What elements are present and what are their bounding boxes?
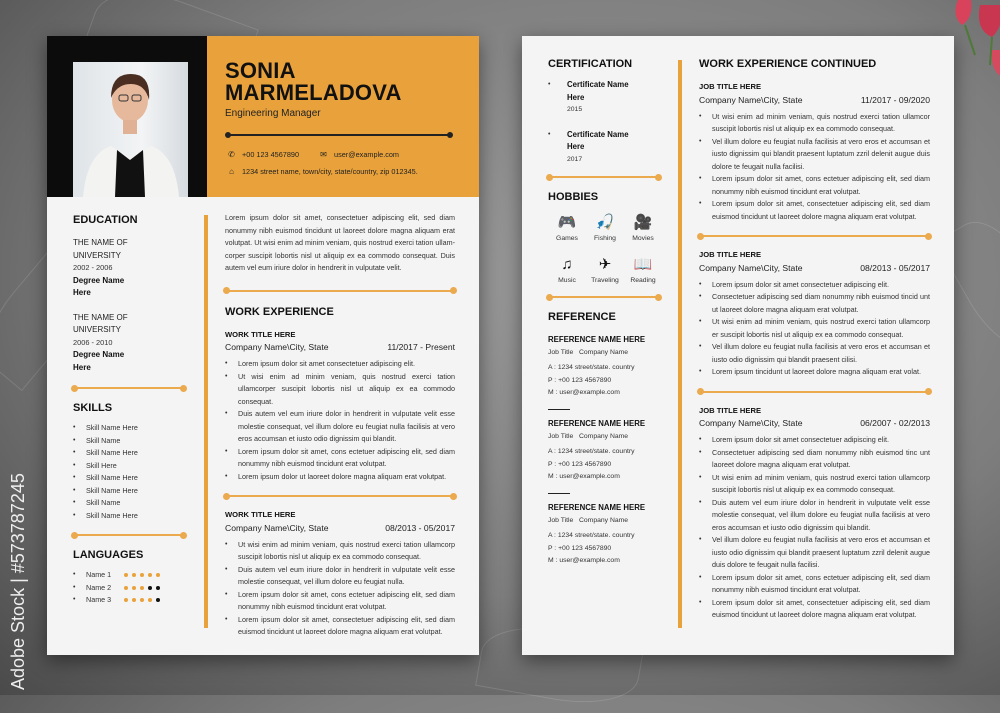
reference-name: REFERENCE NAME HERE: [548, 503, 646, 512]
reference-job: Job Title Company Name: [548, 516, 629, 524]
reference-entry: [548, 334, 663, 410]
job-bullet: • Lorem ipsum dolor sit amet, consectetuer adipiscing elit, sed diam euismod tincidunt ut laoreet dolore magna aliquam erat volutpat.: [699, 597, 930, 622]
job-bullet: • Ut wisi enim ad minim veniam, quis nostrud exerci tation ullamcorper suscipit lobortis nisl ut aliquip ex ea commodo consequat.: [225, 371, 455, 409]
job-bullet: • Consectetuer adipiscing sed diam nonummy nibh euismod tincid unt ut laoreet dolore magna aliquam erat volutpat.: [699, 291, 930, 316]
job-company: Company Name\City, State: [699, 262, 803, 273]
languages-heading: LANGUAGES: [73, 549, 144, 561]
skills-heading: SKILLS: [73, 402, 113, 414]
candidate-job-title: Engineering Manager: [225, 108, 321, 119]
resume-page-1: [47, 36, 479, 655]
reference-entry: [548, 418, 663, 494]
gamepad-icon: 🎮: [557, 214, 577, 231]
job-meta-row: [225, 341, 455, 354]
job-bullet: • Vel illum dolore eu feugiat nulla facilisis at vero eros et accumsan et iusto dignissim qui blandit praesent luptatum zzril delenit augue duis dolore te feugait nulla facilisi.: [699, 136, 930, 174]
hobby-item: [624, 214, 662, 242]
language-level-dots: [124, 573, 160, 577]
sidebar: [73, 213, 188, 607]
languages-list: [73, 569, 188, 607]
section-divider: [73, 534, 185, 536]
job-bullet: • Lorem ipsum dolor sit amet, cons ectetuer adipiscing elit, sed diam nonummy nibh euismod tincidunt erat volutpat.: [225, 446, 455, 471]
job-dates: 08/2013 - 05/2017: [860, 262, 930, 273]
reference-address: A : 1234 street/state. country: [548, 448, 635, 455]
airplane-icon: ✈: [598, 256, 612, 273]
job-title: JOB TITLE HERE: [699, 405, 762, 415]
reference-separator: [548, 493, 570, 495]
column-accent-bar: [678, 60, 682, 628]
fishing-icon: 🎣: [595, 214, 615, 231]
job-entry: [699, 81, 930, 223]
section-divider: [548, 296, 660, 298]
job-bullet: • Lorem ipsum dolor sit amet, consectetuer adipiscing elit, sed diam euismod tincidunt ut laoreet dolore magna aliquam erat volutpat.: [225, 614, 455, 639]
job-bullet: • Ut wisi enim ad minim veniam, quis nostrud exerci tation ullamcorp suscipit lobortis nisl ut aliquip ex ea commodo consequat.: [225, 539, 455, 564]
job-entry: [225, 509, 455, 639]
job-meta-row: [699, 417, 930, 430]
language-item: [73, 569, 188, 582]
job-bullet: • Vel illum dolore eu feugiat nulla facilisis at vero eros et accumsan et iusto odio dignissim qui blandit praesent cilisi.: [699, 341, 930, 366]
level-dot: [124, 573, 128, 577]
reference-email: M : user@example.com: [548, 389, 620, 396]
hobbies-grid: [548, 214, 662, 284]
skill-item: • Skill Name Here: [73, 422, 188, 435]
job-bullet: • Lorem ipsum dolor ut laoreet dolore magna aliquam erat volutpat.: [225, 471, 455, 484]
section-divider: [548, 176, 660, 178]
profile-summary: Lorem ipsum dolor sit amet, consectetuer adipiscing elit, sed diam nonummy nibh euismod tincidunt ut laoreet dolore magna aliquam erat volutpat. Ut wisi enim ad minim veniam, quis nostrud exerci tation ullam-corper suscipit lobortis nisl ut aliquip ex ea commodo consequat. Duis autem vel eum iriure dolor in hendrerit in vulputate velit.: [225, 213, 455, 272]
level-dot: [140, 598, 144, 602]
job-bullet: • Ut wisi enim ad minim veniam, quis nostrud exerci tation ullamcorp er suscipit lobortis nisl ut aliquip ex ea commodo consequat.: [699, 316, 930, 341]
job-bullet: • Duis autem vel eum iriure dolor in hendrerit in vulputate velit esse molestie consequat, vel illum dolore eu feugiat nulla facilisis at vero eros accumsan et iusto odio dignissim qui blandit.: [225, 408, 455, 446]
job-bullet: • Duis autem vel eum iriure dolor in hendrerit in vulputate velit esse molestie consequat, vel illum dolore eu feugiat nulla facilisis at vero eros accumsan et iusto odio dignissim qui blandit.: [699, 497, 930, 535]
section-divider: [699, 391, 930, 393]
book-icon: 📖: [633, 256, 653, 273]
job-dates: 11/2017 - 09/2020: [860, 94, 930, 105]
language-item: [73, 582, 188, 595]
job-bullets: [225, 539, 455, 639]
sidebar: [548, 57, 663, 568]
job-bullet: • Lorem ipsum dolor sit amet, cons ectetuer adipiscing elit, sed diam nonummy nibh euismod tincidunt erat volutpat.: [699, 173, 930, 198]
skill-item: • Skill Name Here: [73, 447, 188, 460]
level-dot: [124, 598, 128, 602]
level-dot: [140, 586, 144, 590]
hobby-label: Movies: [632, 235, 654, 242]
job-bullet: • Lorem ipsum dolor sit amet consectetuer adipiscing elit.: [699, 434, 930, 447]
skill-item: • Skill Here: [73, 460, 188, 473]
job-bullet: • Lorem ipsum dolor sit amet, cons ectetuer adipiscing elit, sed diam nonummy nibh euismod tincidunt erat volutpat.: [699, 572, 930, 597]
job-bullet: • Ut wisi enim ad minim veniam, quis nostrud exerci tation ullamcorp suscipit lobortis nisl ut aliquip ex ea commodo consequat.: [699, 472, 930, 497]
degree-name: Here: [73, 362, 91, 372]
certificate-name: Here: [567, 92, 585, 102]
education-years: 2006 - 2010: [73, 337, 113, 347]
level-dot: [156, 573, 160, 577]
hobby-label: Fishing: [594, 235, 616, 242]
envelope-icon: ✉: [320, 150, 327, 159]
hobbies-heading: HOBBIES: [548, 191, 599, 203]
language-name: Name 1: [86, 570, 112, 579]
school-name: THE NAME OF: [73, 312, 128, 322]
job-bullets: [225, 358, 455, 483]
skill-item: • Skill Name Here: [73, 472, 188, 485]
reference-address: A : 1234 street/state. country: [548, 364, 635, 371]
contact-row-1: [227, 150, 399, 159]
hobby-label: Reading: [630, 277, 656, 284]
education-entry: [73, 237, 188, 300]
job-title: JOB TITLE HERE: [699, 250, 762, 259]
certificate-year: 2017: [567, 155, 583, 163]
job-company: Company Name\City, State: [225, 342, 329, 352]
skill-item: • Skill Name Here: [73, 485, 188, 498]
hobby-item: [548, 214, 586, 242]
work-experience-heading: WORK EXPERIENCE: [225, 305, 334, 318]
education-years: 2002 - 2006: [73, 263, 113, 272]
job-title: JOB TITLE HERE: [699, 82, 762, 91]
hobby-item: [586, 214, 624, 242]
job-title: WORK TITLE HERE: [225, 510, 296, 519]
language-name: Name 3: [86, 595, 112, 604]
degree-name: Here: [73, 288, 91, 297]
hobby-item: [548, 256, 586, 284]
certificate-name: Here: [567, 142, 585, 151]
job-company: Company Name\City, State: [699, 418, 803, 428]
home-icon: ⌂: [229, 167, 234, 176]
job-title: WORK TITLE HERE: [225, 329, 296, 339]
skill-item: • Skill Name Here: [73, 510, 188, 523]
job-dates: 11/2017 - Present: [387, 342, 455, 352]
education-heading: EDUCATION: [73, 214, 138, 226]
contact-email: user@example.com: [334, 150, 400, 159]
reference-name: REFERENCE NAME HERE: [548, 419, 646, 428]
certification-item: [548, 79, 663, 117]
section-divider: [73, 387, 185, 389]
hobby-item: [624, 256, 662, 284]
job-dates: 06/2007 - 02/2013: [860, 418, 930, 428]
section-divider: [699, 235, 930, 237]
reference-phone: P : +00 123 4567890: [548, 460, 612, 468]
job-bullet: • Lorem ipsum dolor sit amet, consectetuer adipiscing elit, sed diam euismod tincidunt ut laoreet dolore magna aliquam erat volutpat.: [699, 198, 930, 223]
education-entry: [73, 312, 188, 375]
job-bullet: • Lorem ipsum dolor sit amet consectetuer adipiscing elit.: [699, 279, 930, 292]
job-company: Company Name\City, State: [225, 522, 329, 533]
certification-list: [548, 79, 663, 166]
language-name: Name 2: [86, 582, 112, 592]
hobby-item: [586, 256, 624, 284]
skill-item: • Skill Name: [73, 435, 188, 448]
job-meta-row: [225, 522, 455, 535]
job-bullets: [699, 434, 930, 622]
certificate-name: • Certificate Name: [567, 129, 629, 139]
phone-icon: ✆: [228, 150, 235, 159]
reference-phone: P : +00 123 4567890: [548, 376, 612, 384]
job-bullet: • Duis autem vel eum iriure dolor in hendrerit in vulputate velit esse molestie consequat, vel illum dolore eu feugiat nulla.: [225, 564, 455, 589]
job-bullets: [699, 279, 930, 379]
name-last: MARMELADOVA: [225, 80, 402, 105]
level-dot: [148, 586, 152, 590]
job-company: Company Name\City, State: [699, 94, 803, 105]
section-divider: [225, 495, 455, 497]
hobby-label: Traveling: [591, 277, 619, 284]
job-bullet: • Vel illum dolore eu feugiat nulla facilisis at vero eros et accumsan et iusto odio dignissim qui blandit praesent luptatum zzril delenit augue duis dolore te feugait nulla facilisi.: [699, 534, 930, 572]
school-name: UNIVERSITY: [73, 325, 122, 334]
job-meta-row: [699, 262, 930, 275]
stock-watermark: Adobe Stock | #573787245: [8, 473, 28, 690]
candidate-name: [225, 60, 402, 104]
job-meta-row: [699, 94, 930, 107]
certificate-year: 2015: [567, 106, 583, 113]
reference-entry: [548, 502, 663, 568]
level-dot: [148, 573, 152, 577]
job-dates: 08/2013 - 05/2017: [385, 522, 455, 533]
language-level-dots: [124, 586, 160, 590]
certification-item: [548, 129, 663, 167]
reference-job: Job Title Company Name: [548, 348, 629, 356]
job-bullet: • Ut wisi enim ad minim veniam, quis nostrud exerci tation ullamcor suscipit lobortis nisl ut aliquip ex ea commodo consequat.: [699, 111, 930, 136]
school-name: THE NAME OF: [73, 238, 128, 247]
job-bullet: • Lorem ipsum dolor sit amet consectetuer adipiscing elit.: [225, 358, 455, 371]
movie-camera-icon: 🎥: [633, 214, 653, 231]
reference-phone: P : +00 123 4567890: [548, 544, 612, 552]
skills-list: [73, 422, 188, 522]
hobby-label: Games: [556, 235, 578, 242]
school-name: UNIVERSITY: [73, 250, 122, 260]
reference-separator: [548, 409, 570, 411]
music-note-icon: ♫: [561, 256, 573, 273]
level-dot: [132, 598, 136, 602]
level-dot: [148, 598, 152, 602]
reference-email: M : user@example.com: [548, 557, 620, 564]
language-level-dots: [124, 598, 160, 602]
job-bullet: • Lorem ipsum tincidunt ut laoreet dolore magna aliquam erat volat.: [699, 366, 930, 379]
level-dot: [132, 586, 136, 590]
reference-address: A : 1234 street/state. country: [548, 532, 635, 539]
resume-page-2: [522, 36, 954, 655]
level-dot: [156, 598, 160, 602]
degree-name: Degree Name: [73, 350, 125, 359]
main-column: [699, 57, 930, 622]
level-dot: [124, 586, 128, 590]
certification-heading: CERTIFICATION: [548, 58, 633, 70]
header-divider: [228, 134, 450, 136]
contact-address: 1234 street name, town/city, state/country, zip 012345.: [242, 167, 418, 176]
job-entry: [225, 329, 455, 484]
profile-photo: [73, 62, 188, 197]
certificate-name: • Certificate Name: [567, 80, 629, 89]
job-entry: [699, 249, 930, 379]
reference-email: M : user@example.com: [548, 473, 620, 480]
column-accent-bar: [204, 215, 208, 628]
contact-phone: +00 123 4567890: [242, 150, 300, 159]
hobby-label: Music: [558, 277, 576, 284]
section-divider: [225, 290, 455, 292]
degree-name: Degree Name: [73, 275, 125, 285]
level-dot: [132, 573, 136, 577]
reference-job: Job Title Company Name: [548, 432, 629, 440]
skill-item: • Skill Name: [73, 497, 188, 510]
main-column: [225, 212, 455, 639]
job-bullets: [699, 111, 930, 224]
job-entry: [699, 405, 930, 622]
work-continued-heading: WORK EXPERIENCE CONTINUED: [699, 58, 877, 70]
job-bullet: • Consectetuer adipiscing sed diam nonummy nibh euismod tinc unt laoreet dolore magna aliquam erat volutpat.: [699, 447, 930, 472]
reference-heading: REFERENCE: [548, 311, 616, 323]
language-item: [73, 594, 188, 607]
level-dot: [156, 586, 160, 590]
name-first: SONIA: [225, 58, 296, 83]
job-bullet: • Lorem ipsum dolor sit amet, cons ectetuer adipiscing elit, sed diam nonummy nibh euismod tincidunt erat volutpat.: [225, 589, 455, 614]
contact-row-2: [227, 167, 418, 176]
level-dot: [140, 573, 144, 577]
reference-name: REFERENCE NAME HERE: [548, 335, 646, 344]
